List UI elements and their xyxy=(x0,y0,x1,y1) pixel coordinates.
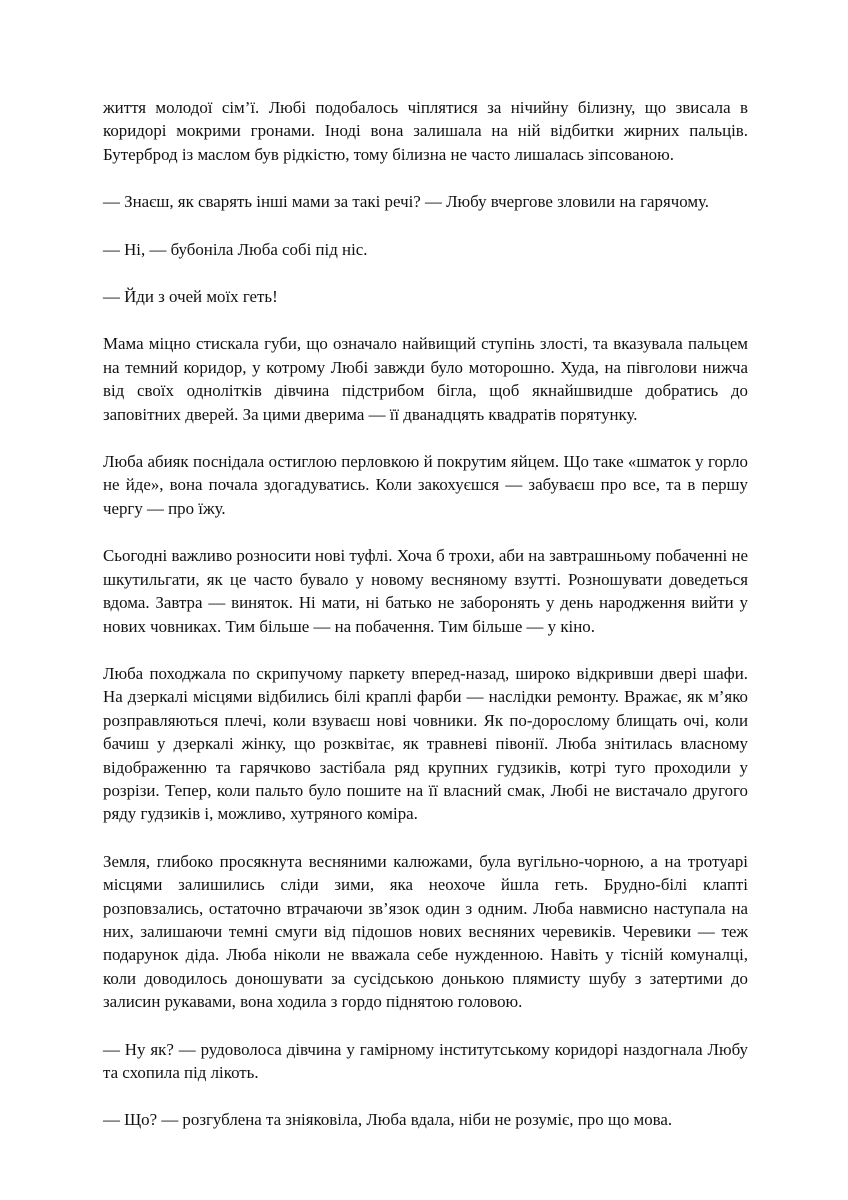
paragraph-3: — Ні, — бубоніла Люба собі під ніс. xyxy=(103,239,368,259)
paragraph-10: — Ну як? — рудоволоса дівчина у гамірному інститутському коридорі наздогнала Любу та схопила під лікоть. xyxy=(103,1039,748,1082)
paragraph-9: Земля, глибоко просякнута весняними калюжами, була вугільно-чорною, а на тротуарі місцями залишились сліди зими, яка неохоче йшла геть. Брудно-білі клапті розповзались, остаточно втрачаючи зв’язок один з одним. Люба навмисно наступала на них, залишаючи темні смуги від підошов нових весняних черевиків. Черевики — теж подарунок діда. Люба ніколи не вважала себе нужденною. Навіть у тісній комуналці, коли доводилось доношувати за сусідською донькою плямисту шубу з затертими до залисин рукавами, вона ходила з гордо піднятою головою. xyxy=(103,851,748,1012)
paragraph-2: — Знаєш, як сварять інші мами за такі речі? — Любу вчергове зловили на гарячому. xyxy=(103,192,710,212)
paragraph-7: Сьогодні важливо розносити нові туфлі. Хоча б трохи, аби на завтрашньому побаченні не шкутильгати, як це часто бувало у новому весняному взутті. Розношувати доведеться вдома. Завтра — виняток. Ні мати, ні батько не заборонять у день народження вийти у нових човниках. Тим більше — на побачення. Тим більше — у кіно. xyxy=(103,546,748,636)
document-page xyxy=(103,96,748,1132)
paragraph-8: Люба походжала по скрипучому паркету вперед-назад, широко відкривши двері шафи. На дзеркалі місцями відбились білі краплі фарби — наслідки ремонту. Вражає, як м’яко розправляються плечі, коли взуваєш нові човники. Як по-дорослому блищать очі, коли бачиш у дзеркалі жінку, що розквітає, як травневі півонії. Люба знітилась власному відображенню та гарячково застібала ряд крупних гудзиків, котрі туго проходили у розрізи. Тепер, коли пальто було пошите на її власний смак, Любі не вистачало другого ряду гудзиків і, можливо, хутряного коміра. xyxy=(103,663,748,824)
paragraph-11: — Що? — розгублена та зніяковіла, Люба вдала, ніби не розуміє, про що мова. xyxy=(103,1110,673,1130)
paragraph-4: — Йди з очей моїх геть! xyxy=(103,287,278,307)
paragraph-5: Мама міцно стискала губи, що означало найвищий ступінь злості, та вказувала пальцем на темний коридор, у котрому Любі завжди було моторошно. Худа, на півголови нижча від своїх однолітків дівчина підстрибом бігла, щоб якнайшвидше добратись до заповітних дверей. За цими дверима — її дванадцять квадратів порятунку. xyxy=(103,334,748,424)
paragraph-1: життя молодої сім’ї. Любі подобалось чіплятися за нічийну білизну, що звисала в коридорі мокрими гронами. Іноді вона залишала на ній відбитки жирних пальців. Бутерброд із маслом був рідкістю, тому білизна не часто лишалась зіпсованою. xyxy=(103,98,748,164)
paragraph-6: Люба абияк поснідала остиглою перловкою й покрутим яйцем. Що таке «шматок у горло не йде», вона почала здогадуватись. Коли закохуєшся — забуваєш про все, та в першу чергу — про їжу. xyxy=(103,452,748,518)
